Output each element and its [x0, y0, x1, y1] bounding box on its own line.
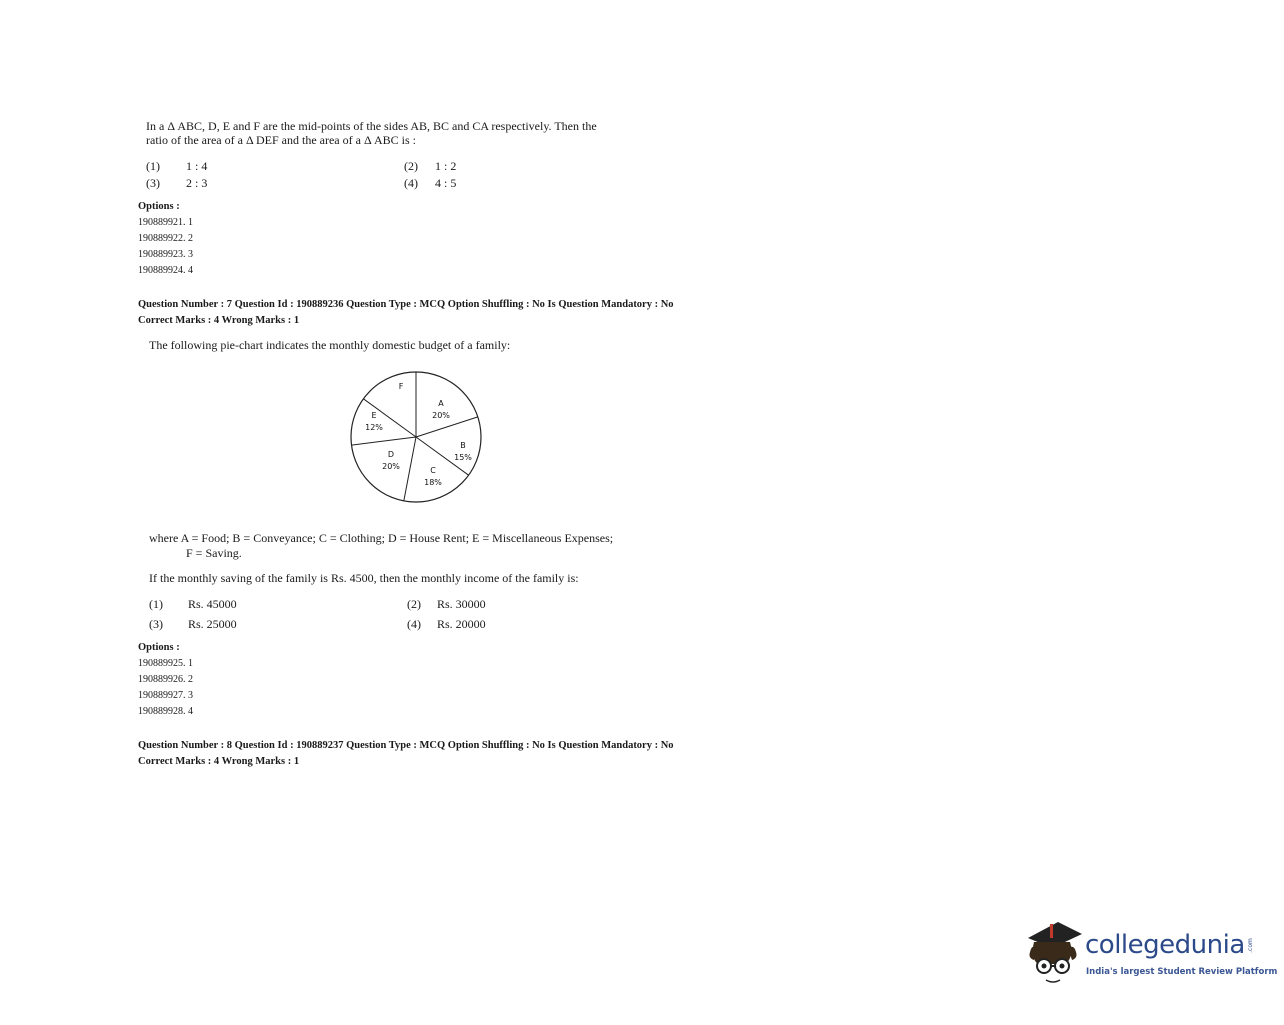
q7-options-list	[138, 640, 193, 720]
slice-label-C: C	[430, 466, 436, 475]
q6-choice-3-text: 2 : 3	[186, 176, 208, 190]
q7-choice-3-num: (3)	[149, 617, 163, 631]
q6-option-3: 190889923. 3	[138, 249, 193, 260]
q6-choice-1-text: 1 : 4	[186, 159, 208, 173]
q6-option-1: 190889921. 1	[138, 217, 193, 228]
mascot-icon	[1022, 918, 1084, 986]
q6-choice-3-num: (3)	[146, 176, 160, 190]
q7-options-header: Options :	[138, 642, 180, 653]
q7-choice-1-num: (1)	[149, 597, 163, 611]
q8-meta-line1: Question Number : 8 Question Id : 190889237 Question Type : MCQ Option Shuffling : No Is Question Mandatory : No	[138, 740, 674, 751]
q6-option-2: 190889922. 2	[138, 233, 193, 244]
q7-choice-2-num: (2)	[407, 597, 421, 611]
slice-label-E: E	[371, 411, 377, 420]
q7-choice-2-text: Rs. 30000	[437, 597, 486, 611]
q6-choice-4-num: (4)	[404, 176, 418, 190]
q7-option-4: 190889928. 4	[138, 706, 193, 717]
q7-option-1: 190889925. 1	[138, 658, 193, 669]
q6-options-list	[138, 199, 193, 279]
q6-option-4: 190889924. 4	[138, 265, 193, 276]
brand-suffix: .com	[1246, 938, 1254, 953]
q7-choice-1-text: Rs. 45000	[188, 597, 237, 611]
q6-choice-1-num: (1)	[146, 159, 160, 173]
q7-legend-line1: where A = Food; B = Conveyance; C = Clothing; D = House Rent; E = Miscellaneous Expenses;	[149, 531, 614, 545]
budget-pie-chart	[345, 366, 487, 508]
pie-slice-boundary-D	[404, 437, 416, 501]
slice-value-E: 12%	[365, 423, 383, 432]
q7-option-2: 190889926. 2	[138, 674, 193, 685]
q7-meta-line2: Correct Marks : 4 Wrong Marks : 1	[138, 315, 300, 326]
slice-value-C: 18%	[424, 478, 442, 487]
slice-value-D: 20%	[382, 462, 400, 471]
q7-choice-3-text: Rs. 25000	[188, 617, 237, 631]
slice-label-F: F	[398, 382, 404, 391]
brand-tagline: India's largest Student Review Platform	[1086, 967, 1278, 977]
slice-label-D: D	[387, 450, 395, 459]
slice-value-A: 20%	[432, 411, 450, 420]
q6-text-line1: In a Δ ABC, D, E and F are the mid-points of the sides AB, BC and CA respectively. Then the	[146, 119, 597, 133]
slice-label-A: A	[438, 399, 444, 408]
q7-choice-4-num: (4)	[407, 617, 421, 631]
q7-legend-line2: F = Saving.	[186, 546, 242, 560]
q6-choice-4-text: 4 : 5	[435, 176, 457, 190]
q8-meta-line2: Correct Marks : 4 Wrong Marks : 1	[138, 756, 300, 767]
slice-value-B: 15%	[454, 453, 472, 462]
q7-intro: The following pie-chart indicates the monthly domestic budget of a family:	[149, 338, 511, 352]
q7-question: If the monthly saving of the family is Rs. 4500, then the monthly income of the family is:	[149, 571, 579, 585]
pie-slice-boundary-E	[352, 437, 416, 445]
q7-option-3: 190889927. 3	[138, 690, 193, 701]
collegedunia-logo	[1022, 918, 1278, 988]
q7-choice-4-text: Rs. 20000	[437, 617, 486, 631]
q6-choice-2-text: 1 : 2	[435, 159, 457, 173]
slice-label-B: B	[460, 441, 466, 450]
q6-options-header: Options :	[138, 201, 180, 212]
q7-meta-line1: Question Number : 7 Question Id : 190889236 Question Type : MCQ Option Shuffling : No Is Question Mandatory : No	[138, 299, 674, 310]
q6-text-line2: ratio of the area of a Δ DEF and the area of a Δ ABC is :	[146, 133, 417, 147]
brand-name: collegedunia	[1085, 930, 1245, 960]
q6-choice-2-num: (2)	[404, 159, 418, 173]
